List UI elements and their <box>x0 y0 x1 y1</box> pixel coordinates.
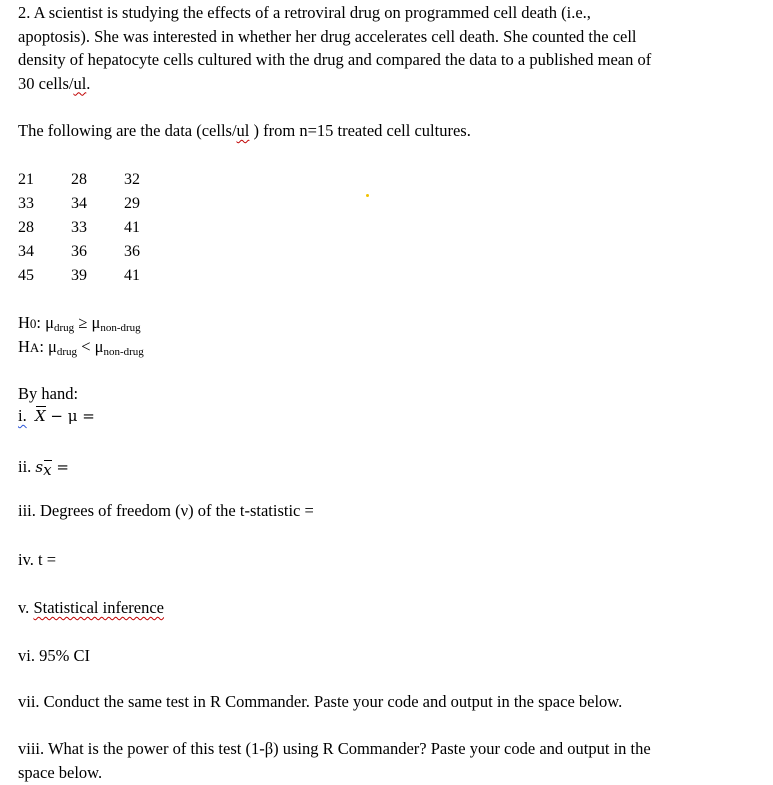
intro-line-4 <box>18 72 718 96</box>
table-cell: 45 <box>18 267 34 284</box>
table-cell: 21 <box>18 171 34 188</box>
by-hand-title: By hand: <box>18 384 79 403</box>
table-cell: 39 <box>71 267 87 284</box>
mu-symbol: μ <box>94 337 104 356</box>
table-cell: 33 <box>71 219 87 236</box>
table-cell: 28 <box>18 219 34 236</box>
table-row <box>18 216 177 240</box>
ha-sep: : <box>39 337 49 356</box>
data-description <box>18 119 471 143</box>
item-ii-s: s <box>35 458 44 476</box>
ha-label: H <box>18 337 30 356</box>
item-i <box>18 404 95 429</box>
ge-symbol: ≥ <box>78 313 88 332</box>
item-v-text: Statistical inference <box>33 598 165 617</box>
item-vii: vii. Conduct the same test in R Commander. Paste your code and output in the space below. <box>18 692 623 711</box>
table-cell: 33 <box>18 195 34 212</box>
data-line-suffix: ) from n=15 treated cell cultures. <box>249 121 471 140</box>
intro-unit: ul <box>73 73 87 93</box>
table-cell: 41 <box>124 219 140 236</box>
intro-line-1: 2. A scientist is studying the effects of a retroviral drug on programmed cell death (i.e., <box>18 3 591 22</box>
item-ii-eq: = <box>51 458 69 476</box>
mu-symbol: μ <box>45 313 54 332</box>
intro-end: . <box>86 73 91 93</box>
table-cell: 28 <box>71 171 87 188</box>
data-line-prefix: The following are the data (cells/ <box>18 121 237 140</box>
item-iii: iii. Degrees of freedom (ν) of the t-statistic = <box>18 501 314 520</box>
table-row <box>18 264 177 288</box>
table-cell: 34 <box>18 243 34 260</box>
drug-subscript: drug <box>54 322 75 334</box>
item-iv: iv. t = <box>18 550 57 569</box>
drug-subscript: drug <box>56 346 78 358</box>
stray-dot <box>366 194 369 197</box>
data-line-unit: ul <box>236 121 250 140</box>
item-ii-sub: x <box>43 459 51 483</box>
table-cell: 36 <box>71 243 87 260</box>
mu-symbol: μ <box>91 313 101 332</box>
nondrug-subscript: non-drug <box>103 346 144 358</box>
item-v-label: v. <box>18 598 34 617</box>
intro-line-4-text: 30 cells/ <box>18 73 74 93</box>
item-v <box>18 596 164 620</box>
table-row <box>18 192 177 216</box>
h0-label: H <box>18 313 30 332</box>
xbar-symbol: X <box>35 405 46 429</box>
nondrug-subscript: non-drug <box>100 322 141 334</box>
table-cell: 41 <box>124 267 140 284</box>
intro-line-3: density of hepatocyte cells cultured with the drug and compared the data to a published mean of <box>18 50 652 69</box>
alt-hypothesis <box>18 335 144 365</box>
item-ii-label: ii. <box>18 457 36 476</box>
data-table <box>18 168 177 288</box>
h0-sub: 0 <box>29 316 37 331</box>
item-vi: vi. 95% CI <box>18 646 90 665</box>
mu-symbol: μ <box>48 337 57 356</box>
table-cell: 34 <box>71 195 87 212</box>
intro-line-2: apoptosis). She was interested in whether her drug accelerates cell death. She counted the cell <box>18 26 637 46</box>
table-cell: 36 <box>124 243 140 260</box>
item-i-expr: − μ = <box>45 407 95 425</box>
item-viii-line-1: viii. What is the power of this test (1-β) using R Commander? Paste your code and output in the <box>18 739 651 758</box>
table-row <box>18 168 177 192</box>
lt-symbol: < <box>81 337 91 356</box>
table-cell: 32 <box>124 171 140 188</box>
table-cell: 29 <box>124 195 140 212</box>
ha-sub: A <box>29 340 40 355</box>
table-row <box>18 240 177 264</box>
item-i-label: i. <box>18 406 27 425</box>
h0-sep: : <box>36 313 46 332</box>
item-ii <box>18 455 69 483</box>
question-intro <box>18 1 718 95</box>
item-viii-line-2: space below. <box>18 763 103 782</box>
